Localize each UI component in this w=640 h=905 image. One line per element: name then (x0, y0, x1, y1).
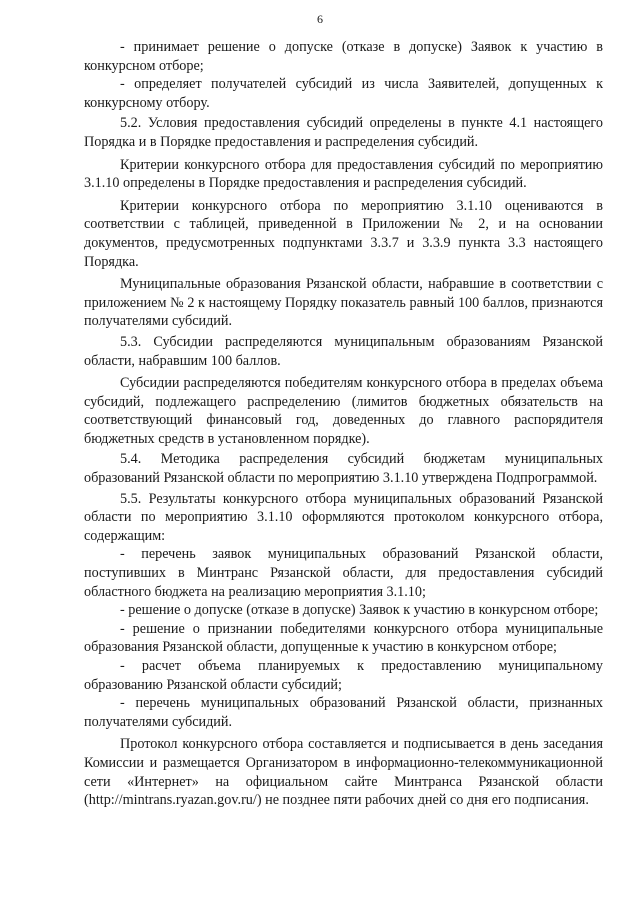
paragraph: - определяет получателей субсидий из числа Заявителей, допущенных к конкурсному отбору. (84, 76, 603, 111)
paragraph: - принимает решение о допуске (отказе в допуске) Заявок к участию в конкурсном отборе; (84, 39, 603, 74)
paragraph: Протокол конкурсного отбора составляется и подписывается в день заседания Комиссии и размещается Организатором в информационно-телекоммуникационной сети «Интернет» на официальном сайте Минтранса Рязанской области (http://mintrans.ryazan.gov.ru/) не позднее пяти рабочих дней со дня его подписания. (84, 736, 603, 809)
page-number: 6 (317, 12, 323, 26)
list-item: - расчет объема планируемых к предоставлению муниципальному образованию Рязанской области субсидий; (84, 658, 603, 693)
list-item: - решение о допуске (отказе в допуске) Заявок к участию в конкурсном отборе; (120, 602, 599, 619)
list-item: - перечень заявок муниципальных образований Рязанской области, поступивших в Минтранс Рязанской области, для предоставления субсидий областного бюджета на реализацию мероприятия 3.1.10; (84, 546, 603, 600)
list-item: - решение о признании победителями конкурсного отбора муниципальные образования Рязанской области, допущенные к участию в конкурсном отборе; (84, 620, 603, 656)
paragraph: 5.2. Условия предоставления субсидий определены в пункте 4.1 настоящего Порядка и в Порядке предоставления и распределения субсидий. (84, 115, 603, 150)
paragraph: Критерии конкурсного отбора по мероприятию 3.1.10 оцениваются в соответствии с таблицей, приведенной в Приложении № 2, и на основании документов, предусмотренных подпунктами 3.3.7 и 3.3.9 пункта 3.3 настоящего Порядка. (84, 197, 603, 270)
paragraph: 5.5. Результаты конкурсного отбора муниципальных образований Рязанской области по мероприятию 3.1.10 оформляются протоколом конкурсного отбора, содержащим: (84, 490, 603, 544)
document-body (84, 38, 603, 810)
list-item: - перечень муниципальных образований Рязанской области, признанных получателями субсидий. (84, 695, 603, 730)
paragraph: 5.3. Субсидии распределяются муниципальным образованиям Рязанской области, набравшим 100 баллов. (84, 333, 603, 369)
paragraph: Критерии конкурсного отбора для предоставления субсидий по мероприятию 3.1.10 определены в Порядке предоставления и распределения субсидий. (84, 156, 603, 192)
paragraph: Муниципальные образования Рязанской области, набравшие в соответствии с приложением № 2 к настоящему Порядку показатель равный 100 баллов, признаются получателями субсидий. (84, 276, 603, 330)
paragraph: 5.4. Методика распределения субсидий бюджетам муниципальных образований Рязанской области по мероприятию 3.1.10 утверждена Подпрограммой. (84, 451, 603, 487)
paragraph: Субсидии распределяются победителям конкурсного отбора в пределах объема субсидий, подлежащего распределению (лимитов бюджетных обязательств на соответствующий финансовый год, доведенных до главного распорядителя бюджетных средств в установленном порядке). (84, 375, 603, 447)
